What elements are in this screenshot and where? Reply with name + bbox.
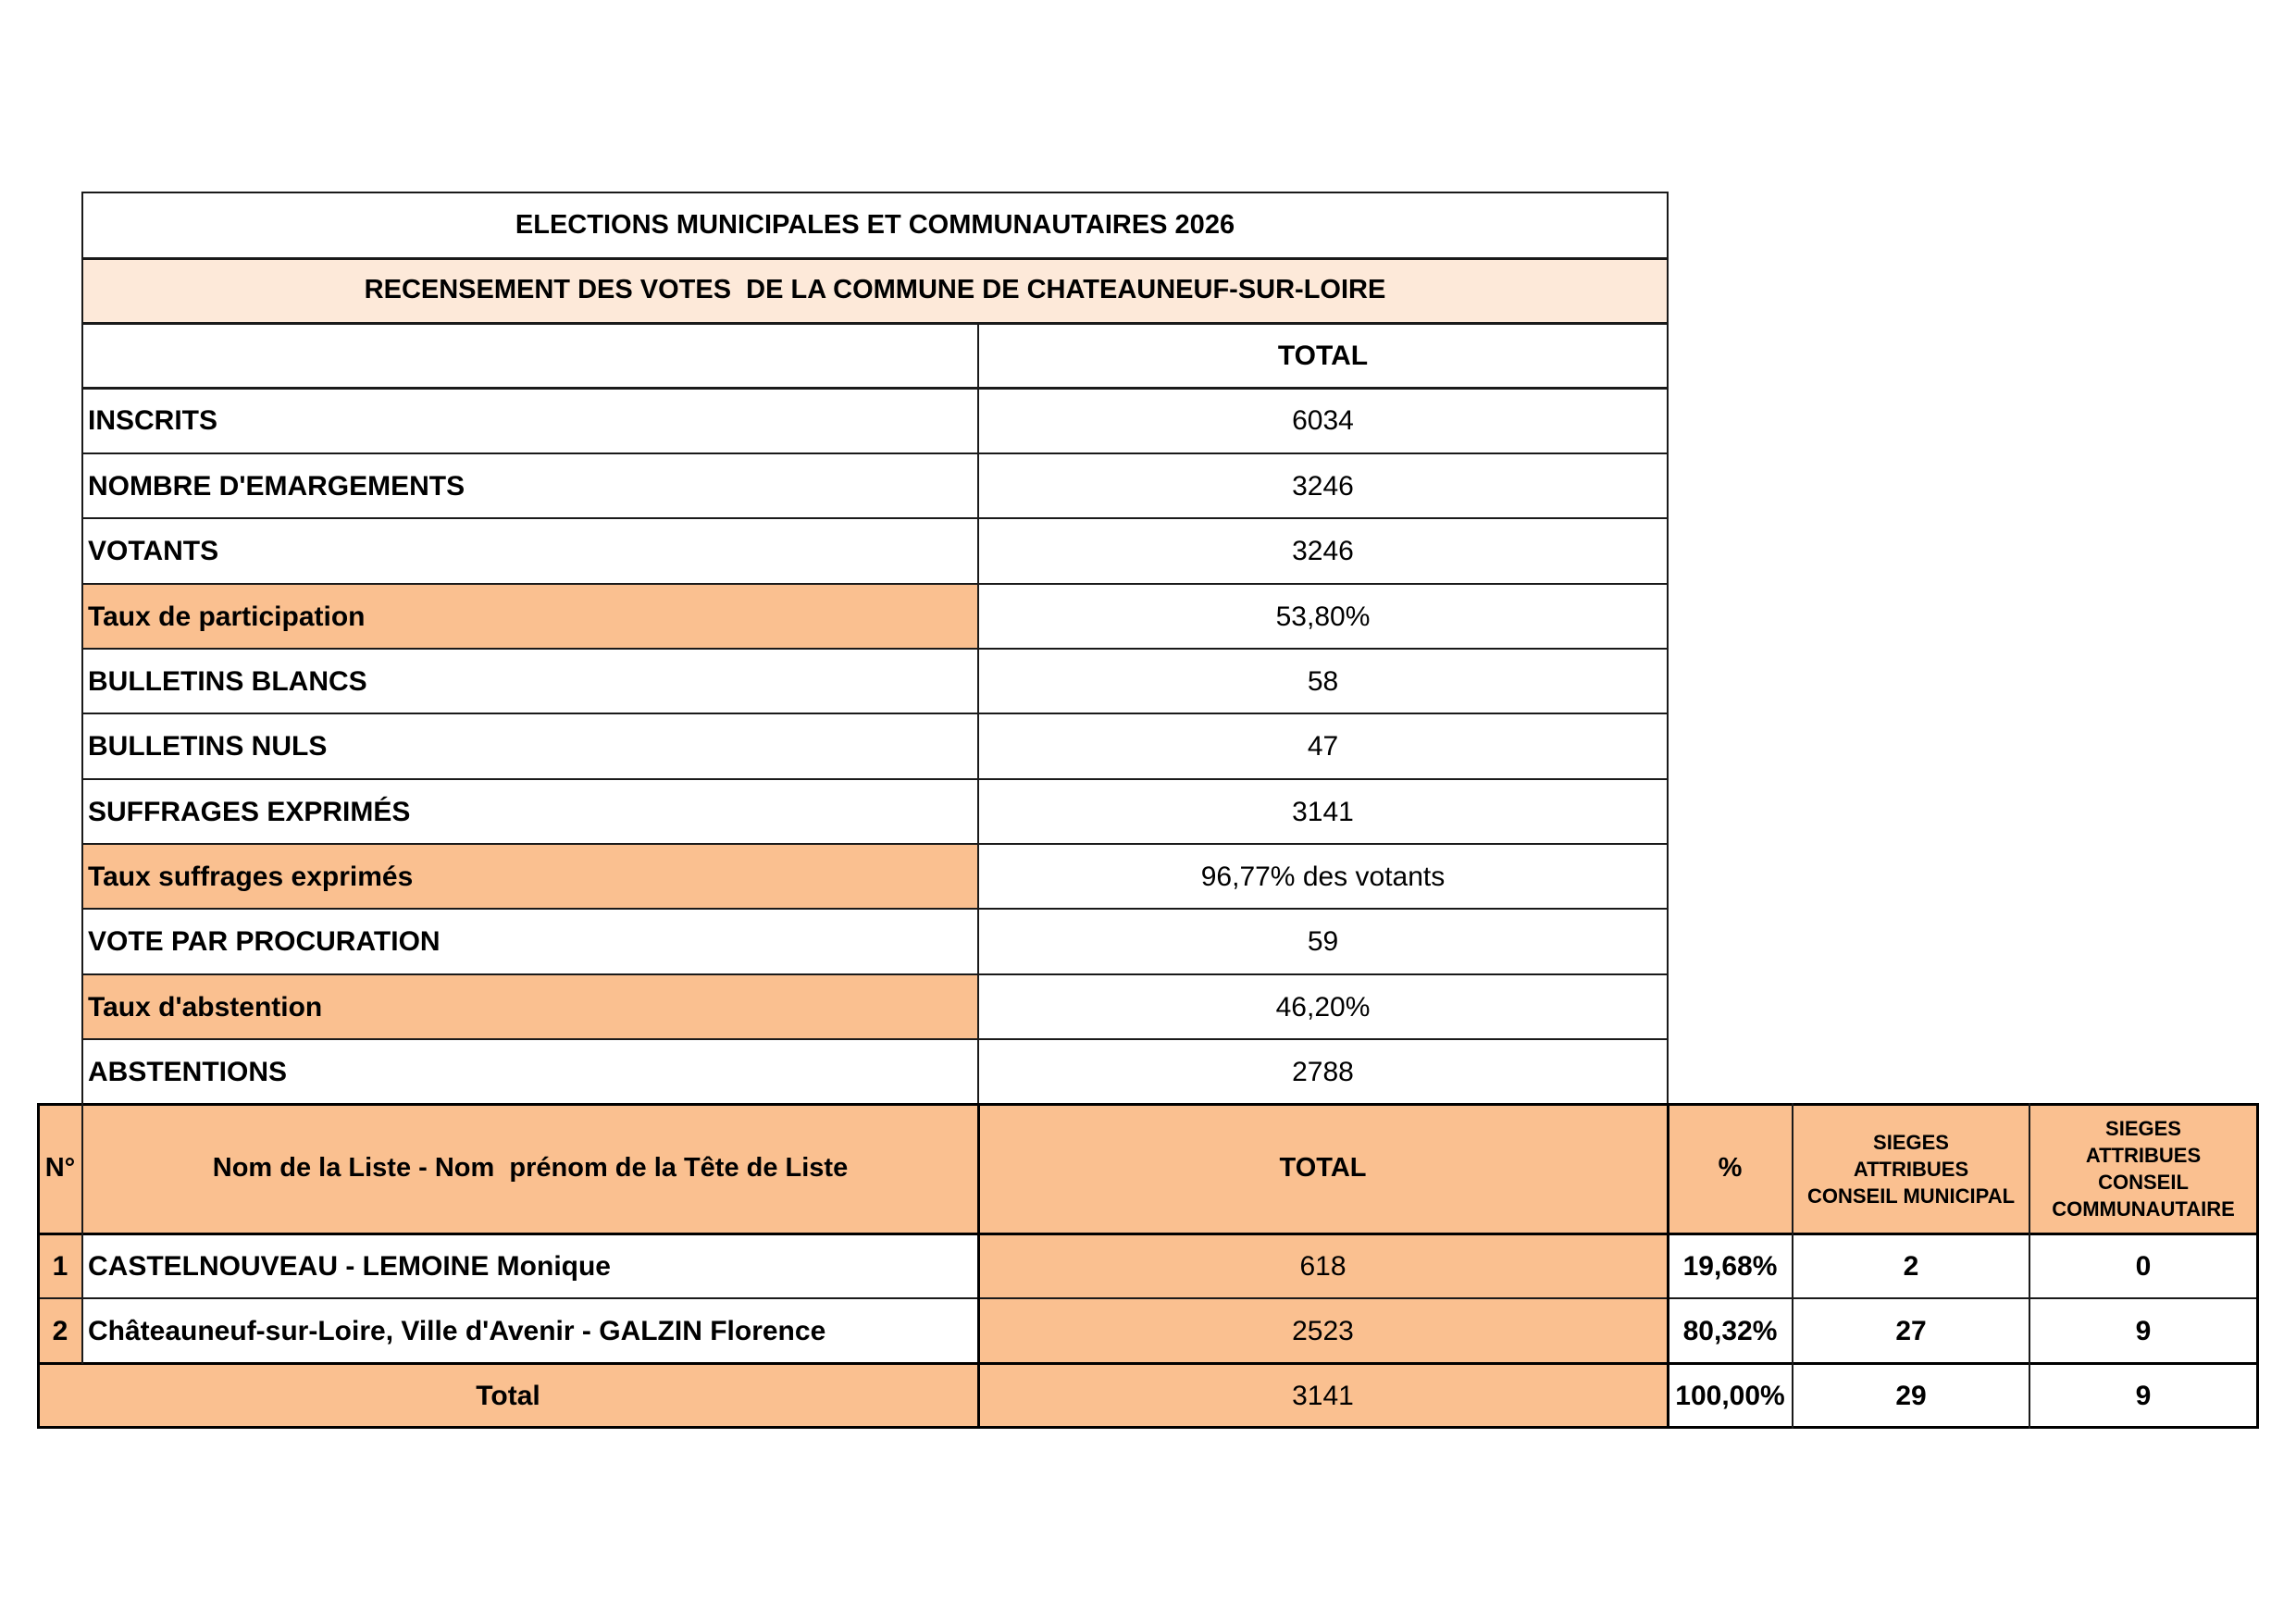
grid-line <box>82 517 1669 519</box>
grid-line <box>1792 1103 1793 1429</box>
grid-line <box>1667 1103 1669 1429</box>
summary-label-emargements: NOMBRE D'EMARGEMENTS <box>82 453 978 518</box>
summary-label-taux-abstention: Taux d'abstention <box>82 974 978 1039</box>
result-row-1-seats-municipal: 2 <box>1793 1233 2029 1298</box>
document-title: ELECTIONS MUNICIPALES ET COMMUNAUTAIRES 2026 <box>82 192 1668 258</box>
grid-line <box>82 387 1669 390</box>
results-total-seats-community: 9 <box>2029 1363 2257 1428</box>
header-line: CONSEIL <box>2098 1171 2189 1194</box>
summary-label-procuration: VOTE PAR PROCURATION <box>82 909 978 974</box>
result-row-2-total: 2523 <box>978 1298 1668 1363</box>
grid-line <box>37 1362 2258 1365</box>
document-subtitle: RECENSEMENT DES VOTES DE LA COMMUNE DE CHATEAUNEUF-SUR-LOIRE <box>82 258 1668 323</box>
result-row-2-seats-community: 9 <box>2029 1298 2257 1363</box>
header-line: ATTRIBUES <box>2085 1144 2202 1167</box>
summary-label-taux-participation: Taux de participation <box>82 584 978 649</box>
header-line: SIEGES <box>2105 1117 2181 1140</box>
grid-line <box>37 1233 2258 1235</box>
summary-label-inscrits: INSCRITS <box>82 388 978 453</box>
results-header-total: TOTAL <box>978 1104 1668 1233</box>
summary-value-suffrages-exprimes: 3141 <box>978 779 1668 844</box>
grid-line <box>82 648 1669 650</box>
grid-line <box>37 1103 2258 1106</box>
grid-line <box>82 257 1669 260</box>
grid-line <box>82 1038 1669 1040</box>
header-line: SIEGES <box>1873 1130 1949 1154</box>
results-header-seats-community <box>2029 1104 2257 1233</box>
header-line: COMMUNAUTAIRE <box>2052 1197 2235 1221</box>
header-line: CONSEIL MUNICIPAL <box>1806 1184 2016 1208</box>
grid-line <box>82 452 1669 454</box>
grid-line <box>37 1103 40 1429</box>
results-header-list-name: Nom de la Liste - Nom prénom de la Tête de Liste <box>82 1104 978 1233</box>
summary-label-suffrages-exprimes: SUFFRAGES EXPRIMÉS <box>82 779 978 844</box>
result-row-2-seats-municipal: 27 <box>1793 1298 2029 1363</box>
summary-value-abstentions: 2788 <box>978 1039 1668 1104</box>
result-row-2-percent: 80,32% <box>1668 1298 1793 1363</box>
results-header-percent: % <box>1668 1104 1793 1233</box>
summary-label-taux-suffrages: Taux suffrages exprimés <box>82 844 978 909</box>
summary-total-header: TOTAL <box>978 323 1668 388</box>
grid-line <box>37 1426 2258 1429</box>
summary-value-taux-suffrages: 96,77% des votants <box>978 844 1668 909</box>
header-line: ATTRIBUES <box>1853 1157 1969 1181</box>
grid-line <box>82 973 1669 975</box>
grid-line <box>2029 1103 2030 1429</box>
summary-label-bulletins-nuls: BULLETINS NULS <box>82 713 978 779</box>
results-total-percent: 100,00% <box>1668 1363 1793 1428</box>
grid-line <box>82 192 1669 193</box>
summary-label-votants: VOTANTS <box>82 518 978 584</box>
grid-line <box>1667 192 1669 1105</box>
summary-value-taux-participation: 53,80% <box>978 584 1668 649</box>
result-row-1-list-name: CASTELNOUVEAU - LEMOINE Monique <box>82 1233 978 1298</box>
results-total-votes: 3141 <box>978 1363 1668 1428</box>
grid-line <box>977 323 979 1105</box>
grid-line <box>82 322 1669 325</box>
result-row-1-percent: 19,68% <box>1668 1233 1793 1298</box>
summary-value-taux-abstention: 46,20% <box>978 974 1668 1039</box>
summary-value-procuration: 59 <box>978 909 1668 974</box>
results-total-seats-municipal: 29 <box>1793 1363 2029 1428</box>
grid-line <box>82 778 1669 780</box>
grid-line <box>81 1103 83 1364</box>
grid-line <box>82 713 1669 714</box>
summary-value-votants: 3246 <box>978 518 1668 584</box>
result-row-1-number: 1 <box>38 1233 82 1298</box>
results-header-number: N° <box>38 1104 82 1233</box>
grid-line <box>82 843 1669 845</box>
grid-line <box>977 1103 980 1429</box>
summary-value-bulletins-blancs: 58 <box>978 649 1668 713</box>
summary-header-blank <box>82 323 978 388</box>
result-row-2-list-name: Châteauneuf-sur-Loire, Ville d'Avenir - GALZIN Florence <box>82 1298 978 1363</box>
grid-line <box>82 583 1669 585</box>
summary-value-bulletins-nuls: 47 <box>978 713 1668 779</box>
result-row-1-total: 618 <box>978 1233 1668 1298</box>
grid-line <box>82 908 1669 910</box>
result-row-2-number: 2 <box>38 1298 82 1363</box>
summary-label-bulletins-blancs: BULLETINS BLANCS <box>82 649 978 713</box>
results-header-seats-municipal <box>1793 1104 2029 1233</box>
results-total-label: Total <box>38 1363 978 1428</box>
summary-value-emargements: 3246 <box>978 453 1668 518</box>
result-row-1-seats-community: 0 <box>2029 1233 2257 1298</box>
grid-line <box>81 192 83 1105</box>
summary-label-abstentions: ABSTENTIONS <box>82 1039 978 1104</box>
grid-line <box>37 1297 2258 1299</box>
summary-value-inscrits: 6034 <box>978 388 1668 453</box>
grid-line <box>2256 1103 2259 1429</box>
